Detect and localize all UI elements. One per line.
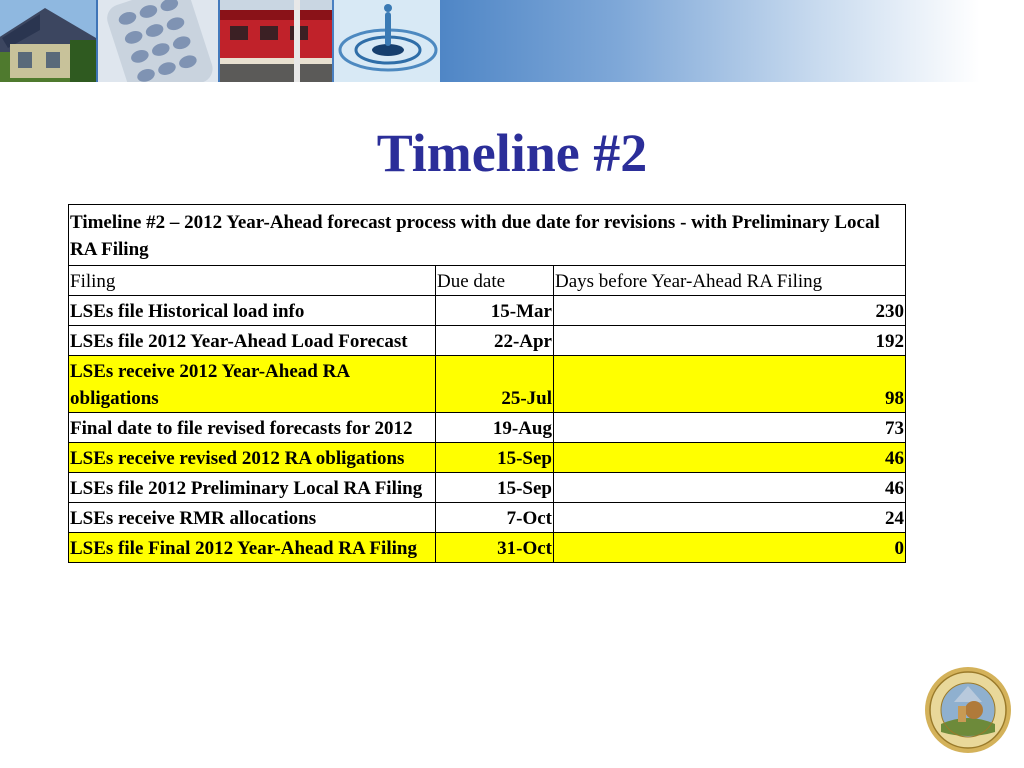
table-row	[69, 533, 906, 563]
table-header-row	[69, 266, 906, 296]
days-before-cell: 46	[554, 473, 906, 503]
table-row	[69, 443, 906, 473]
days-before-cell: 230	[554, 296, 906, 326]
slide-title: Timeline #2	[376, 123, 648, 183]
days-before-cell: 192	[554, 326, 906, 356]
due-date-cell: 15-Mar	[436, 296, 554, 326]
due-date-cell: 22-Apr	[436, 326, 554, 356]
table-row	[69, 296, 906, 326]
water-drop-photo	[334, 0, 440, 82]
table-caption-row	[69, 205, 906, 266]
phone-keypad-photo	[98, 0, 218, 82]
days-before-cell: 46	[554, 443, 906, 473]
table-row	[69, 503, 906, 533]
filing-cell: LSEs file 2012 Preliminary Local RA Filing	[69, 473, 436, 503]
header-filing: Filing	[69, 266, 436, 296]
header-due-date: Due date	[436, 266, 554, 296]
table-row	[69, 473, 906, 503]
table-caption: Timeline #2 – 2012 Year-Ahead forecast process with due date for revisions - with Preliminary Local RA Filing	[69, 205, 906, 266]
days-before-cell: 0	[554, 533, 906, 563]
filing-cell: LSEs receive revised 2012 RA obligations	[69, 443, 436, 473]
filing-cell: LSEs receive 2012 Year-Ahead RA obligations	[69, 356, 436, 413]
filing-cell: LSEs file Historical load info	[69, 296, 436, 326]
filing-cell: LSEs receive RMR allocations	[69, 503, 436, 533]
table-row	[69, 413, 906, 443]
table-row	[69, 356, 906, 413]
days-before-cell: 24	[554, 503, 906, 533]
due-date-cell: 25-Jul	[436, 356, 554, 413]
house-solar-photo	[0, 0, 96, 82]
due-date-cell: 19-Aug	[436, 413, 554, 443]
train-photo	[220, 0, 332, 82]
filing-cell: LSEs file Final 2012 Year-Ahead RA Filing	[69, 533, 436, 563]
due-date-cell: 15-Sep	[436, 443, 554, 473]
due-date-cell: 31-Oct	[436, 533, 554, 563]
days-before-cell: 73	[554, 413, 906, 443]
due-date-cell: 15-Sep	[436, 473, 554, 503]
header-days-before: Days before Year-Ahead RA Filing	[554, 266, 906, 296]
table-row	[69, 326, 906, 356]
timeline-table	[68, 204, 906, 563]
due-date-cell: 7-Oct	[436, 503, 554, 533]
filing-cell: Final date to file revised forecasts for 2012	[69, 413, 436, 443]
cpuc-seal-logo	[924, 666, 1012, 754]
header-banner	[0, 0, 1024, 82]
filing-cell: LSEs file 2012 Year-Ahead Load Forecast	[69, 326, 436, 356]
days-before-cell: 98	[554, 356, 906, 413]
